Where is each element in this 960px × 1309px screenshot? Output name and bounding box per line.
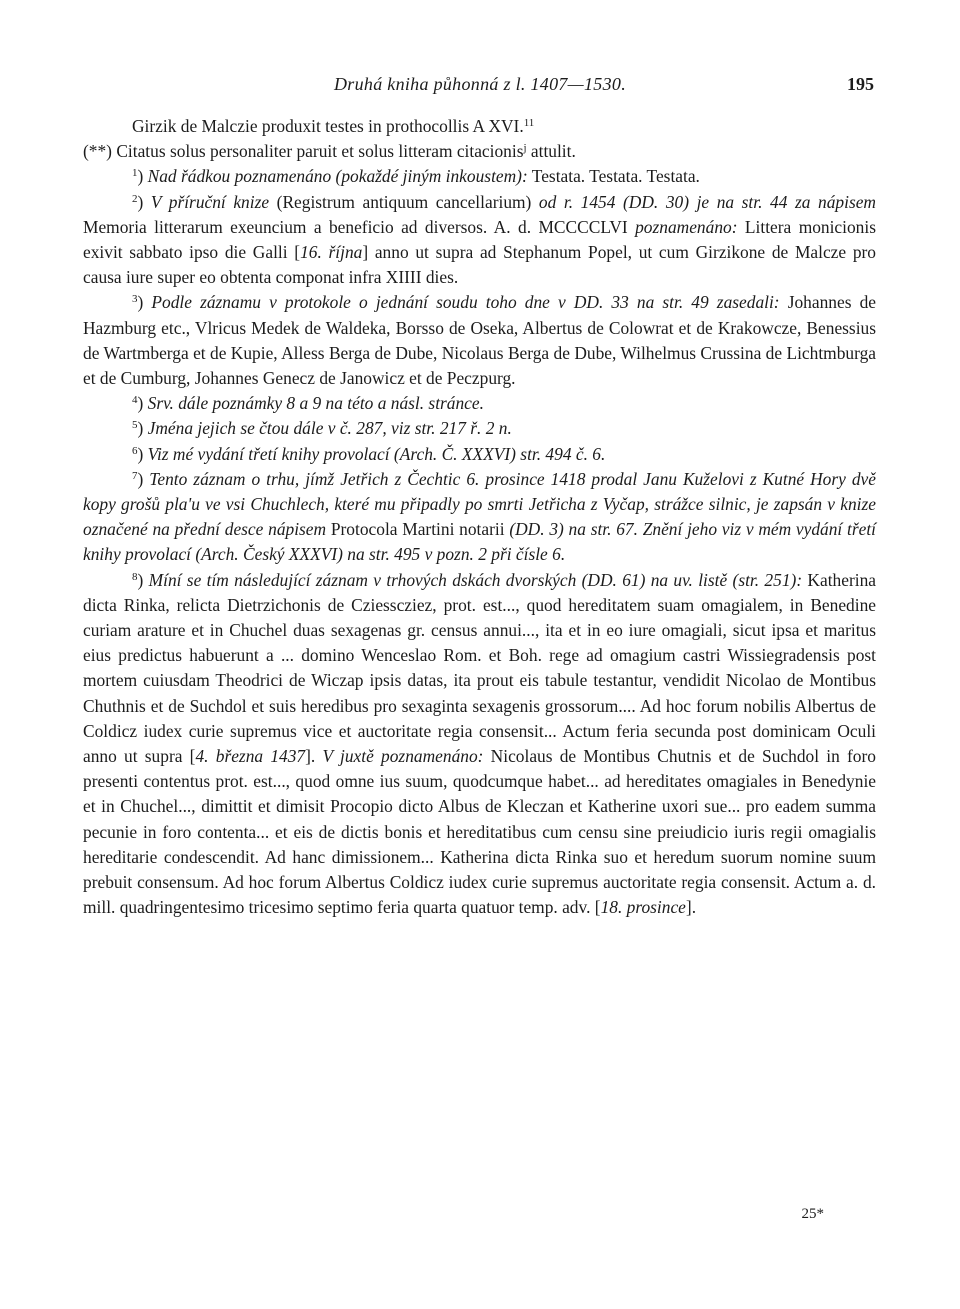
footnote-mark: 4 [132,394,138,407]
signature-mark: 25* [801,1206,824,1222]
footnote-mark: 8 [132,570,138,583]
text-line-citatus: (**) Citatus solus personaliter paruit et solus litteram citacionis$^j$ attulit. [83,141,576,162]
footnote-5: $^5$) Jména jejich se čtou dále v č. 287, viz str. 217 ř. 2 n. [132,418,512,439]
footnote-8: $^8$) Míní se tím následující záznam v trhových dskách dvorských (DD. 61) na uv. listě (str. 251): Katherina dicta Rinka, relicta Dietrzichonis de Cziesscziez, prot. est..., quod hereditatem suam omagialem, in Benedine curiam arature et in Chuchel duas sexagenas gr. census annui..., ita et in eo iure omagiali, sicut ipsa et maritus eius predictus habuerunt a ... domino Wenceslao Rom. et Boh. rege ad omagium castri Wissiegradensis post mortem cuiusdam Theodrici de Wiczap ipsis datas, ita prout eis tabule testantur, vendidit Nicolao de Montibus Chuthnis et de Suchdol et suis heredibus pro sexaginta sexagenis grossorum.... Ad hoc forum nobilis Albertus de Coldicz iudex curie supremus vice et auctoritate regia consensit... Actum feria secunda post dominicam Oculi anno ut supra [4. března 1437]. V juxtě poznamenáno: Nicolaus de Montibus Chutnis et de Suchdol in foro presenti contentus prot. est..., quod omne ius suum, quodcumque habet... ad hereditates omagiales in Benedynie et in Chuchel..., dimittit et dimisit Procopio dicto Albus de Kleczan et Katherine uxori sue... pro eadem summa pecunie in foro contenta... et eis de dictis bonis et hereditatibus cum censu sine preiudicio iuris regii omagialis hereditarie condescendit. Ad hanc dimissionem... Katherina dicta Rinka suo et heredum suorum nomine suum prebuit consensum. Ad hoc forum Albertus Coldicz iudex curie supremus auctoritate regia consensit. Actum a. d. mill. quadringentesimo tricesimo septimo feria quarta quatuor temp. adv. [18. prosince]. [83,569,876,918]
running-title: Druhá kniha půhonná z l. 1407—1530. [333,74,626,94]
footnote-ref: j [523,142,527,155]
footnote-2: $^2$) V příruční knize (Registrum antiquum cancellarium) od r. 1454 (DD. 30) je na str. 44 za nápisem Memoria litterarum exeuncium a beneficio ad diversos. A. d. MCCCCLVI poznamenáno: Littera monicionis exivit sabbato ipso die Galli [16. října] anno ut supra ad Stephanum Popel, ut cum Girzikone de Malcze pro causa iure super eo obtenta componat infra XIIII dies. [83,191,877,288]
text-line-testes: Girzik de Malczie produxit testes in prothocollis A XVI.$^{11}$ [132,116,535,136]
footnote-6: $^6$) Viz mé vydání třetí knihy provolací (Arch. Č. XXXVI) str. 494 č. 6. [132,443,606,464]
page-number: 195 [847,74,874,94]
footnote-mark: 2 [132,192,138,205]
footnote-4: $^4$) Srv. dále poznámky 8 a 9 na této a násl. stránce. [132,393,484,414]
footnote-mark: 1 [132,167,138,180]
footnote-mark: 3 [132,293,138,306]
footnote-3: $^3$) Podle záznamu v protokole o jednání soudu toho dne v DD. 33 na str. 49 zasedali: Johannes de Hazmburg etc., Vlricus Medek de Waldeka, Borsso de Oseka, Albertus de Colowrat et de Krakowcze, Benessius de Wartmberga et de Kupie, Alless Berga de Dube, Nicolaus Berga de Dube, Wilhelmus Crussina de Lichtmburga et de Cumburg, Johannes Genecz de Janowicz et de Peczpurg. [83,292,876,389]
footnote-mark: 5 [132,419,138,432]
footnote-ref: 11 [523,117,535,129]
page-text [83,114,876,921]
footnote-1: $^1$) Nad řádkou poznamenáno (pokaždé jiným inkoustem): Testata. Testata. Testata. [132,166,700,187]
footnote-7: $^7$) Tento záznam o trhu, jímž Jetřich z Čechtic 6. prosince 1418 prodal Janu Kuželovi z Kutné Hory dvě kopy grošů pla'u ve vsi Chuchlech, které mu připadly po smrti Jetřicha z Vyčap, strážce silnic, je zapsán v knize označené na přední desce nápisem Protocola Martini notarii (DD. 3) na str. 67. Znění jeho viz v mém vydání třetí knihy provolací (Arch. Český XXXVI) na str. 495 v pozn. 2 při čísle 6. [83,468,876,565]
running-header [0,74,960,102]
footnote-mark: 6 [132,444,138,457]
footnote-mark: 7 [132,469,138,482]
